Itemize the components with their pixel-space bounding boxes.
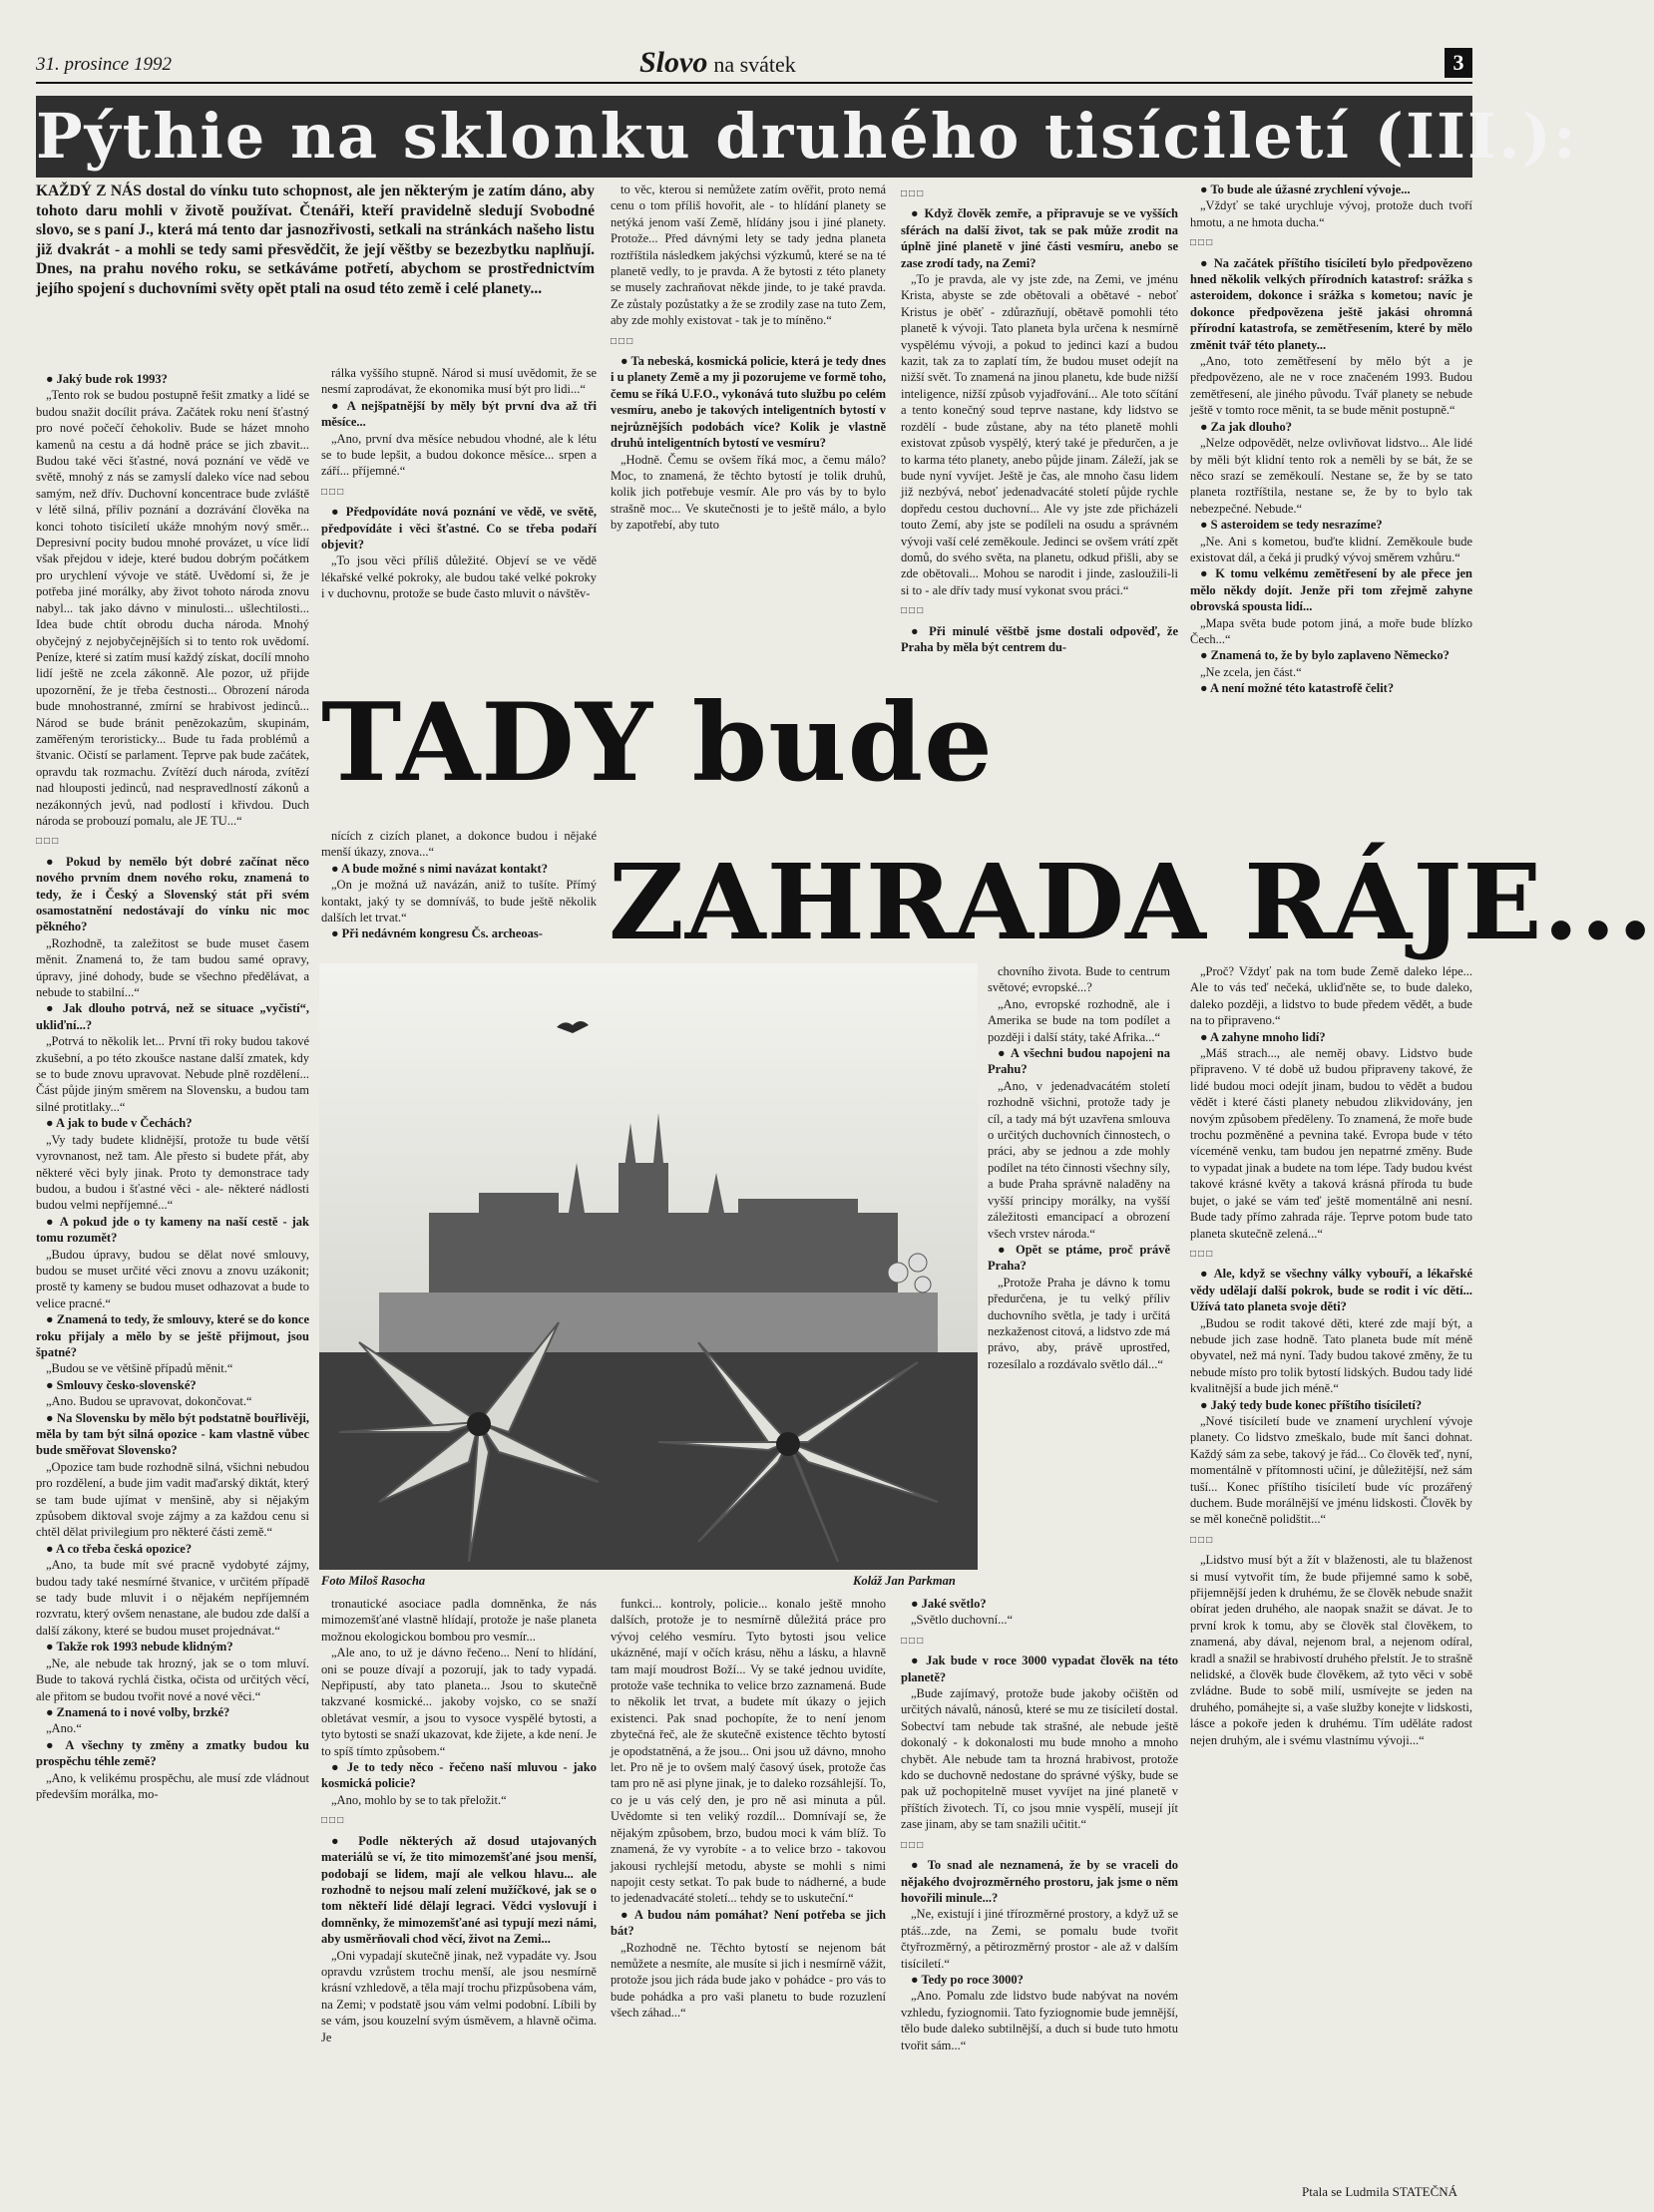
paragraph: ● K tomu velkému zemětřesení by ale přece jen mělo někdy dojít. Jenže při tom zřejmě zahyne obrovská spousta lidí... <box>1190 566 1472 614</box>
paragraph: „Ano. Pomalu zde lidstvo bude nabývat na novém vzhledu, fyziognomii. Tato fyziognomie bude jemnější, tělo bude daleko subtilnější, a duch si bude tuto hmotu tvořit sám...“ <box>901 1989 1178 2052</box>
column-2-bottom-text <box>321 1596 597 2045</box>
paragraph: „Nelze odpovědět, nelze ovlivňovat lidstvo... Ale lidé by měli být klidní tento rok a neměli by se bát, že se něco srazí se zeměkoulí. Nestane se, že by se tato planeta roztříštila, nestane se, že by to bylo tak nebezpečné. Nebude.“ <box>1190 436 1472 516</box>
column-3-bottom-text <box>611 1596 886 2022</box>
paragraph: „Bude zajímavý, protože bude jakoby očištěn od určitých návalů, nánosů, které se mu ze tisíciletí dostal. Sobectví tam nebude tak strašné, ale nebude ještě dokonalý - k dokonalosti mu bude mnoho a mnoho chybět. Ale nebude tam ta hrozná hrabivost, protože kdo se duchovně nedostane do správné výšky, bude se pak už pochopitelně muset vyvíjet na jiné planetě v příštích životech. Tí, co jsou mnie vyspělí, musejí jít zase jinam, aby se tam snažili učitit.“ <box>901 1686 1178 1832</box>
paragraph: ● Smlouvy česko-slovenské? <box>46 1377 197 1392</box>
column-2-bottom <box>321 1596 597 2206</box>
paragraph: ● Předpovídáte nová poznání ve vědě, ve světě, předpovídáte i věci šťastné. Co se třeba podaří objevit? <box>321 505 597 553</box>
paragraph: ● Za jak dlouho? <box>1200 419 1292 434</box>
paragraph: ● Podle některých až dosud utajovaných materiálů se ví, že tito mimozemšťané jsou menší, podobají se lidem, mají ale velkou hlavu... ale rozhodně to nejsou malí zelení mužíčkové, jak se o tom někteří lidé dělají legraci. Vědci vyslovují i domněnky, že mimozemšťané asi typují mezi námi, aby usměrňovali chod věcí, život na Zemi... <box>321 1833 597 1947</box>
paragraph: □□□ <box>1190 1534 1215 1546</box>
column-2-top <box>321 365 597 682</box>
column-5-lower <box>1190 963 1472 2156</box>
paragraph: ● A není možné této katastrofě čelit? <box>1200 681 1395 696</box>
paragraph: „Ano, první dva měsíce nebudou vhodné, ale k létu se to bude lepšit, a budou dokonce měsíce... srpen a září... příjemné.“ <box>321 431 597 479</box>
paragraph: ● Tedy po roce 3000? <box>911 1972 1024 1987</box>
paragraph: tronautické asociace padla domněnka, že nás mimozemšťané vlastně hlídají, protože je naše planeta možnou ekologickou bombou pro vesmír... <box>321 1597 597 1644</box>
page-number: 3 <box>1445 48 1472 78</box>
paragraph: „Vy tady budete klidnější, protože tu bude větší vyrovnanost, než tam. Ale přesto si budete přát, aby některé věci byly jinak. Proto ty demonstrace tady budou, a budou i šťastné věci - ale- některé nádlosti budou velmi nepříjemné...“ <box>36 1132 309 1213</box>
column-4-bottom <box>901 1596 1178 2206</box>
masthead-suffix: na svátek <box>713 52 796 77</box>
paragraph: ● A zahyne mnoho lidí? <box>1200 1029 1326 1044</box>
paragraph: ● Pokud by nemělo být dobré začínat něco nového prvním dnem nového roku, znamená to tedy, že i Český a Slovenský stát při svém osamostatnění nedostávají do vínku nic moc pěkného? <box>36 854 309 934</box>
paragraph: „Ano, toto zemětřesení by mělo být a je předpovězeno, ale ne v roce značeném 1993. Budou zemětřesení, ale jiného původu. Tvář planety se nebude ještě v tomto roce měnit, ta se bude měnit postupně.“ <box>1190 354 1472 418</box>
page-header <box>36 48 1472 84</box>
paragraph: □□□ <box>901 605 926 617</box>
paragraph: ● Jak bude v roce 3000 vypadat člověk na této planetě? <box>901 1654 1178 1684</box>
paragraph: ● S asteroidem se tedy nesrazíme? <box>1200 518 1383 533</box>
paragraph: ● Takže rok 1993 nebude klidným? <box>46 1640 233 1655</box>
column-2-mid-text <box>321 828 597 942</box>
paragraph: „Budou se rodit takové děti, které zde mají být, a nebude jich zase hodně. Tato planeta bude mít méně obyvatel, než má nyní. Tady budou takové změny, že tu nebude místo pro tolik bytostí lidských. Budou tady lidé kvalitnější a bude jich méně.“ <box>1190 1315 1472 1396</box>
masthead-logo: Slovo <box>639 46 708 79</box>
paragraph: ● Opět se ptáme, proč právě Praha? <box>988 1242 1170 1274</box>
collage-credit: Koláž Jan Parkman <box>853 1574 956 1588</box>
column-4-bottom-text <box>901 1596 1178 2053</box>
paragraph: ● A jak to bude v Čechách? <box>46 1116 193 1131</box>
paragraph: „Nové tisíciletí bude ve znamení urychlení vývoje planety. Co lidstvo zmeškalo, bude mít šanci dohnat. Každý sám za sebe, takový je řád... Co člověk teď, nyní, momentálně v přítomnosti učiní, je důležitější, než sám tuší... Konec příštího tisíciletí bude víc prozářený duchem. Bude morálnější ve jménu lidskosti. Člověk by se měl konečně polidštit...“ <box>1190 1413 1472 1527</box>
paragraph: „Ano, mohlo by se to tak přeložit.“ <box>331 1792 507 1807</box>
paragraph: □□□ <box>901 188 926 199</box>
paragraph: □□□ <box>901 1635 926 1647</box>
paragraph: funkci... kontroly, policie... konalo ještě mnoho dalších, protože je to nesmírně důležitá práce pro vývoj celého vesmíru. Tyto bytosti jsou velice ukázněné, mají v očích krásu, něhu a lásku, a hlavně tam mají moudrost Boží... Vy se také jednou uvidíte, protože vaše technika to velice brzo zaznamená. Bude to několik let trvat, a budete mít úkazy o jejich existenci. Pak snad pochopíte, že to není jenom zbytečná řeč, ale že skutečně existence těchto bytostí je opodstatněná, a že jsou... Oni jsou už dávno, mnoho let. Pro ně je to ovšem malý časový úsek, protože čas tam pro ně asi plyne jinak, je to daleko rozsáhlejší. To, co je u vás celý den, je pro ně asi minuta a půl. Uvědomte si ten veliký rozdíl... Domnívají se, že nějakým způsobem, brzo, budou moci k vám blíž. To znamená, že vy vyrobíte - a to velice brzo - takovou jakousi rychlejší metodu, abyste se mohli s nimi napojit cesty setkat. To pak bude to nádherné, a bude to jedenadvacáté století... tehdy se to uskuteční.“ <box>611 1597 886 1906</box>
masthead <box>639 46 796 80</box>
author-signature: Ptala se Ludmila STATEČNÁ <box>1302 2184 1458 2199</box>
column-4-narrow <box>988 963 1170 1562</box>
paragraph: „Tento rok se budou postupně řešit zmatky a lidé se budou snažit docílit práva. Začátek roku není šťastný pro nové počečí čehokoliv. Bude se házet mnoho kamenů na cestu a dá hodně práce se jich zbavit... Budou také věci šťastné, nová poznání ve vědě ve světě, mnohý z nás se zamyslí daleko více nad sebou samým, než dřív. Duchovní koncentrace bude zvláště v létě silná, příliv poznání a dozrávání člověka na konci tohoto tisíciletí ukáže mnohým nový směr... Depresivní pocity budou mnohé provázet, u více lidí však přejdou v ideje, které budou dobrým počátkem pro urychlení vývoje ve státě. Uvědomí si, že je potřeba jiné morálky, aby život tohoto národa znovu nabyl... tak jako dávno v minulosti... ušlechtilosti... Idea bude chtít obrodu ducha národa. Mnohý obyčejný z nejobyčejnějších si to tento rok uvědomí. Peníze, které si zatím musí každý získat, docílí mnoho lidí ještě ne zcela zákonně. Ale pozor, už přijde upozornění, že je třeba čestnosti... Obrození národa bude mnohostranné, zmírní se hrabivost jedinců... Národ se bude bránit penězokazům, skupinám, zaměřeným teroristicky... Bude tu řada problémů a štvanic. Očistí se parlament. Teprve pak bude začátek, opravdu tak rozmachu. Zvítězí duch národa, zvítězí nad hlouposti jedinců, nad nespravedlností zákonů a nezákonných jevů, nad podlostí i křivdou. Duch národa se probouzí pomalu, ale JE TU...“ <box>36 388 309 828</box>
paragraph: ● To bude ale úžasné zrychlení vývoje... <box>1200 183 1411 196</box>
prague-castle-poinsettia-image <box>319 963 978 1570</box>
paragraph: □□□ <box>901 1839 926 1851</box>
paragraph: □□□ <box>1190 237 1215 249</box>
paragraph: to věc, kterou si nemůžete zatím ověřit, proto nemá cenu o tom příliš hovořit, ale - to hlídání planety se netýká jenom vaší Země, hlídány jsou i jiné planety. Protože... Před dávnými lety se tady jedna planeta roztříštila následkem jakýchsi výzkumů, které se na té planetě vedly, to je pravda. A že bytosti z této planety se musely zachraňovat někde jinde, to je také pravda. Ze zůstaly pozůstatky a že se zrodily zase na tuto Zem, aby zde mohly existovat - tak je to míněno.“ <box>611 183 886 328</box>
paragraph: „To je pravda, ale vy jste zde, na Zemi, ve jménu Krista, abyste se zde obětovali a obětavé - neboť Kristus je oběť - zdůrazňují, obětavě pomohli této planetě k vývoji. Tato planeta byla určena k nesmírně vyspělému vývoji, a pokud to jedinci kazí a budou kazit, tak za to zaplatí tím, že budou muset odejít na nižší svět. To znamená na jinou planetu, kde bude nižší inteligence, nižší způsob vyjadřování... Ale toto sčítání a tento konečný soud teprve nastane, kdy lidstvo se rozdělí - bude zůstane, aby na této planetě mohli existovat způsob vyspělý, který také je předurčen, a je to karma této planety, anebo půjde jinam. Záleží, jak se bude nyní vyvíjet. Ještě je čas, ale mnoho času lidem již nezbývá, neboť jedenadvacáté století půjde rychle dopředu cestou duchovní... Ale vy jste zde přicházeli touto Zemí, aby jste se podíleli na osudu a správném vývoji vaší celé zeměkoule. Jedinci se ovšem vrátí zpět domů, do svého světa, na planetu, odkud přišli, aby se zde obětovali... Mohou se narodit i jinde, zasloužili-li si to - ale dřív tady musí vykonat svou práci.“ <box>901 272 1178 597</box>
paragraph: „Ano. Budou se upravovat, dokončovat.“ <box>46 1394 252 1409</box>
paragraph: ● Když člověk zemře, a připravuje se ve vyšších sférách na další život, tak se pak může zrodit na úplně jiné planetě v jiné části vesmíru, anebo se zase zrodí tady, na Zemi? <box>901 206 1178 270</box>
paragraph: „Ano.“ <box>46 1721 82 1736</box>
paragraph: „Hodně. Čemu se ovšem říká moc, a čemu málo? Moc, to znamená, že těchto bytostí je tolik druhů, kolik jich potřebuje vesmír. Ale pro vás by to bylo strašně moc... Ve skutečnosti je to ještě málo, a bylo by zapotřebí, aby tuto <box>611 452 886 533</box>
paragraph: ● A co třeba česká opozice? <box>46 1541 193 1556</box>
column-2-mid <box>321 828 597 957</box>
paragraph: ● Při minulé věštbě jsme dostali odpověď, že Praha by měla být centrem du- <box>901 623 1178 654</box>
paragraph: ● A pokud jde o ty kameny na naší cestě - jak tomu rozumět? <box>36 1214 309 1246</box>
paragraph: ● A všechni budou napojeni na Prahu? <box>988 1046 1170 1077</box>
paragraph: □□□ <box>1190 1248 1215 1260</box>
paragraph: ● Jak dlouho potrvá, než se situace „vyčistí“, ukliďní...? <box>36 1001 309 1032</box>
paragraph: ● Je to tedy něco - řečeno naší mluvou - jako kosmická policie? <box>321 1760 597 1791</box>
paragraph: „Budou se ve většině případů měnit.“ <box>46 1361 233 1376</box>
lead-paragraph: KAŽDÝ Z NÁS dostal do vínku tuto schopnost, ale jen některým je zatím dáno, aby tohoto daru mohli v životě používat. Čtenáři, kteří pravidelně sledují Svobodné slovo, se s paní J., která má tento dar jasnozřivosti, setkali na stránkách našeho listu již dvakrát - a mohli se tedy sami přesvědčit, že její věštby se bezezbytku naplňují. Dnes, na prahu nového roku, se setkáváme potřetí, abychom se prostřednictvím jejího spojení s duchovními světy opět ptali na osud této země i celé planety... <box>36 183 595 297</box>
column-3-bottom <box>611 1596 886 2206</box>
paragraph: „Rozhodně, ta zaležitost se bude muset časem měnit. Znamená to, že tam budou samé opravy, úpravy, jiné dohody, bude se všechno předělávat, a nebude to stabilní...“ <box>36 935 309 1000</box>
paragraph: „To jsou věci příliš důležité. Objeví se ve vědě lékařské velké pokroky, ale budou také velké pokroky i v duchovnu, protože se bude často mluvit o návštěv- <box>321 553 597 601</box>
paragraph: „Oni vypadají skutečně jinak, než vypadáte vy. Jsou opravdu vzrůstem trochu menší, ale jsou nesmírně krásní vzhledově, a těla mají trochu přizpůsobena vám, na Zemi; v podstatě jsou vám velmi podobní. Líbili by se vám, jsou kouzelní svým úsměvem, a hlavně očima. Je <box>321 1948 597 2044</box>
paragraph: „Potrvá to několik let... První tři roky budou takové zkušební, a po této zkoušce nastane další zmatek, kdy se to bude znovu upravovat. Nebude plně rozdělení... Část půjde jiným směrem na Slovensku, a budou tam silné protitlaky...“ <box>36 1034 309 1114</box>
paragraph: ● To snad ale neznamená, že by se vraceli do nějakého dvojrozměrného prostoru, jak jsme o něm hovořili minule...? <box>901 1858 1178 1905</box>
paragraph: „Máš strach..., ale neměj obavy. Lidstvo bude připraveno. V té době už budou připraveny takové, že lidé budou moci odejít jinam, budou to vědět a budou vědět i které části planety nebudou zlikvidovány, jen novým způsobem předěleny. To znamená, že moře bude trochu pozměněné a pevnina také. Evropa bude v této víceméně venku, tam budou jen nepatrné změny. Bude to vypadat jinak a budete na tom lépe. Tady budou kvést takové krásné květy a taková krásná příroda tu bude bujet, o jaké se vám teď ještě momentálně ani nesní. Bude tady přímo zahrada ráje. Teprve potom bude tato planeta skutečně zelená...“ <box>1190 1046 1472 1241</box>
paragraph: ● Na Slovensku by mělo být podstatně bouřlivěji, měla by tam být silná opozice - kam vlastně vůbec bude směřovat Slovensko? <box>36 1410 309 1458</box>
paragraph: „Ano, ta bude mít své pracně vydobyté zájmy, budou tady také nesmírné štvanice, v určitém případě se tady bude mluvit i o nějakém nepříjemném rozvratu, který ovšem nenastane, ale budou zde další a další zákony, které se budou muset projednávat.“ <box>36 1558 309 1638</box>
paragraph: „Budou úpravy, budou se dělat nové smlouvy, budou se muset určité věci znovu a znovu uzákonit; prostě ty kameny se budou muset odhazovat a bude to velice pracné.“ <box>36 1247 309 1310</box>
paragraph: „Ne zcela, jen část.“ <box>1200 664 1302 679</box>
column-1 <box>36 371 309 2206</box>
paragraph: „Ne, existují i jiné třírozměrné prostory, a když už se ptáš...zde, na Zemi, se pomalu bude tvořit čtyřrozměrný, a pětirozměrný prostor - ale až v dalším tisíciletí.“ <box>901 1907 1178 1971</box>
banner-title: Pýthie na sklonku druhého tisíciletí (III.): <box>36 96 1472 178</box>
paragraph: „Ne, ale nebude tak hrozný, jak se o tom mluví. Bude to taková rychlá čistka, očista od určitých věcí, ale přitom se budou tvořit nové a nové věci.“ <box>36 1656 309 1703</box>
paragraph: „Mapa světa bude potom jiná, a moře bude blízko Čech...“ <box>1190 615 1472 646</box>
photo-credit: Foto Miloš Rasocha <box>321 1574 426 1588</box>
paragraph: ● Jaký bude rok 1993? <box>46 372 168 386</box>
paragraph: □□□ <box>36 836 61 848</box>
column-5-lower-text <box>1190 963 1472 1748</box>
paragraph: ● A všechny ty změny a zmatky budou ku prospěchu téhle země? <box>36 1737 309 1769</box>
column-5-top-text <box>1190 182 1472 697</box>
paragraph: „Ne. Ani s kometou, buďte klidní. Zeměkoule bude existovat dál, a čeká ji prudký vývoj směrem vzhůru.“ <box>1190 534 1472 564</box>
column-1-text <box>36 371 309 1802</box>
paragraph: chovního života. Bude to centrum světové; evropské...? <box>988 964 1170 995</box>
paragraph: □□□ <box>321 1815 346 1827</box>
paragraph: ● A budou nám pomáhat? Není potřeba se jich bát? <box>611 1907 886 1939</box>
paragraph: ● A bude možné s nimi navázat kontakt? <box>331 861 548 876</box>
column-4-top-text <box>901 186 1178 655</box>
paragraph: ● Ta nebeská, kosmická policie, která je tedy dnes i u planety Země a my ji pozorujeme ve formě toho, čemu se říká U.F.O., vykonává tuto službu po celém vesmíru, anebo je takových inteligentních bytostí v nejrůznějších podobách více? Kolik je vlastně druhů inteligentních bytostí ve vesmíru? <box>611 354 886 451</box>
paragraph: ● Na začátek příštího tisíciletí bylo předpovězeno hned několik velkých přírodních katastrof: srážka s asteroidem, dokonce i srážka s kometou; navíc je dokonce předpovězena ještě jakási ohromná přírodní katastrofa, se zemětřesením, které by mělo změnit tvář této planety... <box>1190 255 1472 352</box>
paragraph: □□□ <box>321 486 346 498</box>
paragraph: „Lidstvo musí být a žít v blaženosti, ale tu blaženost si musí vytvořit tím, že bude přijemné samo k sobě, přijemnější jeden k druhému, že se člověk nebude snažit obírat jeden druhého, ale naopak snažit se dávat. Je to první krok k tomu, aby se člověk stal člověkem, to znamená, aby dával, nejenom bral, a nejenom odíral, kradl a snažil se hrabivostí druhého přelstít. Je to strašně nelidské, a člověk bude člověkem, až tyto věci v sobě zvládne. Bude to sobě milí, usmívejte se jeden na druhého, pomáhejte si, a vaše služby konejte v lidskosti, lásce a pokoře jeden k druhému. Tím uděláte radost nejen druhým, ale i svému vlastnímu vývoji...“ <box>1190 1553 1472 1747</box>
paragraph: rálka vyššího stupně. Národ si musí uvědomit, že se nesmí zaprodávat, že ekonomika musí být pro lidi...“ <box>321 366 597 397</box>
paragraph: ● Jaký tedy bude konec příštího tisíciletí? <box>1200 1397 1423 1412</box>
headline-top: TADY bude <box>321 680 994 806</box>
column-2-top-text <box>321 365 597 602</box>
issue-date: 31. prosince 1992 <box>36 54 172 75</box>
paragraph: „Vždyť se také urychluje vývoj, protože duch tvoří hmotu, a ne hmota ducha.“ <box>1190 198 1472 229</box>
paragraph: „Proč? Vždyť pak na tom bude Země daleko lépe... Ale to vás teď nečeká, ukliďněte se, to bude daleko, daleko později, a lidstvo to bude předem vědět, a bude na to připraveno.“ <box>1190 964 1472 1028</box>
paragraph: ● Znamená to tedy, že smlouvy, které se do konce roku přijaly a mělo by se ještě přijmout, jsou špatné? <box>36 1312 309 1359</box>
column-5-top <box>1190 182 1472 840</box>
paragraph: ● Při nedávném kongresu Čs. archeoas- <box>331 926 543 941</box>
paragraph: ● A nejšpatnější by měly být první dva až tři měsíce... <box>321 398 597 430</box>
paragraph: „Ano, k velikému prospěchu, ale musí zde vládnout především morálka, mo- <box>36 1770 309 1801</box>
column-3-top-text <box>611 182 886 534</box>
photo-collage <box>319 963 978 1570</box>
paragraph: „Světlo duchovní...“ <box>911 1613 1014 1628</box>
paragraph: ● Ale, když se všechny války vybouří, a lékařské vědy udělají další pokrok, bude se rodit i víc dětí... Užívá tato planeta svoje děti? <box>1190 1267 1472 1314</box>
paragraph: „On je možná už navázán, aniž to tušíte. Přímý kontakt, jaký ty se domníváš, to bude ještě několik dalších let trvat.“ <box>321 878 597 925</box>
headline-bottom: ZAHRADA RÁJE... <box>609 841 1654 963</box>
paragraph: nících z cizích planet, a dokonce budou i nějaké menší úkazy, znova...“ <box>321 829 597 860</box>
paragraph: „Ale ano, to už je dávno řečeno... Není to hlídání, oni se pouze dívají a pozorují, jak to tady vypadá. Nepřipustí, aby tato planeta... Jsou to skutečně takzvané kosmické... jakoby vojsko, co se snaží obletávat vesmír, a jsou to vysoce vyspělé bytosti, a tyto bytosti se snaží ukazovat, kde žijete, a kde není. Je to spíš tímto způsobem.“ <box>321 1646 597 1758</box>
column-3-top <box>611 182 886 688</box>
paragraph: „Rozhodně ne. Těchto bytostí se nejenom bát nemůžete a nesmíte, ale musíte si jich i nesmírně vážit, protože jsou jich ráda bude jako v pohádce - pro vás to bude pohádka a pro vaši planetu to bude rozuzlení všech záhad...“ <box>611 1940 886 2021</box>
paragraph: □□□ <box>611 335 635 347</box>
paragraph: „Ano, v jedenadvacátém století rozhodně všichni, protože tady je cíl, a tady má být uzavřena smlouva o určitých duchovních činnostech, o práci, aby se jednou a zde mohly podílet na této činnosti všechny síly, a bude Praha správně naladěny na vyšší principy morálky, na vyšší záležitosti emancipací a obrození všech vrstev národa.“ <box>988 1078 1170 1241</box>
paragraph: „Opozice tam bude rozhodně silná, všichni nebudou pro rozdělení, a bude jim vadit maďarský diktát, který se tam bude ujímat v menšině, aby si nějakým způsobem diktoval svoje zájmy a za každou cenu si chtěl dělat privilegium pro některé části země.“ <box>36 1459 309 1540</box>
column-4-narrow-text <box>988 963 1170 1372</box>
paragraph: ● Znamená to i nové volby, brzké? <box>46 1704 230 1719</box>
paragraph: „Protože Praha je dávno k tomu předurčena, je tu velký příliv duchovního světla, je tady i určitá nezkaženost citová, a lidstvo zde má právo, aby, právě uprostřed, rozesílalo a rozdávalo světlo dál...“ <box>988 1275 1170 1371</box>
paragraph: ● Znamená to, že by bylo zaplaveno Německo? <box>1200 648 1449 663</box>
paragraph: „Ano, evropské rozhodně, ale i Amerika se bude na tom podílet a později i další státy, také Afrika...“ <box>988 996 1170 1044</box>
paragraph: ● Jaké světlo? <box>911 1597 987 1611</box>
